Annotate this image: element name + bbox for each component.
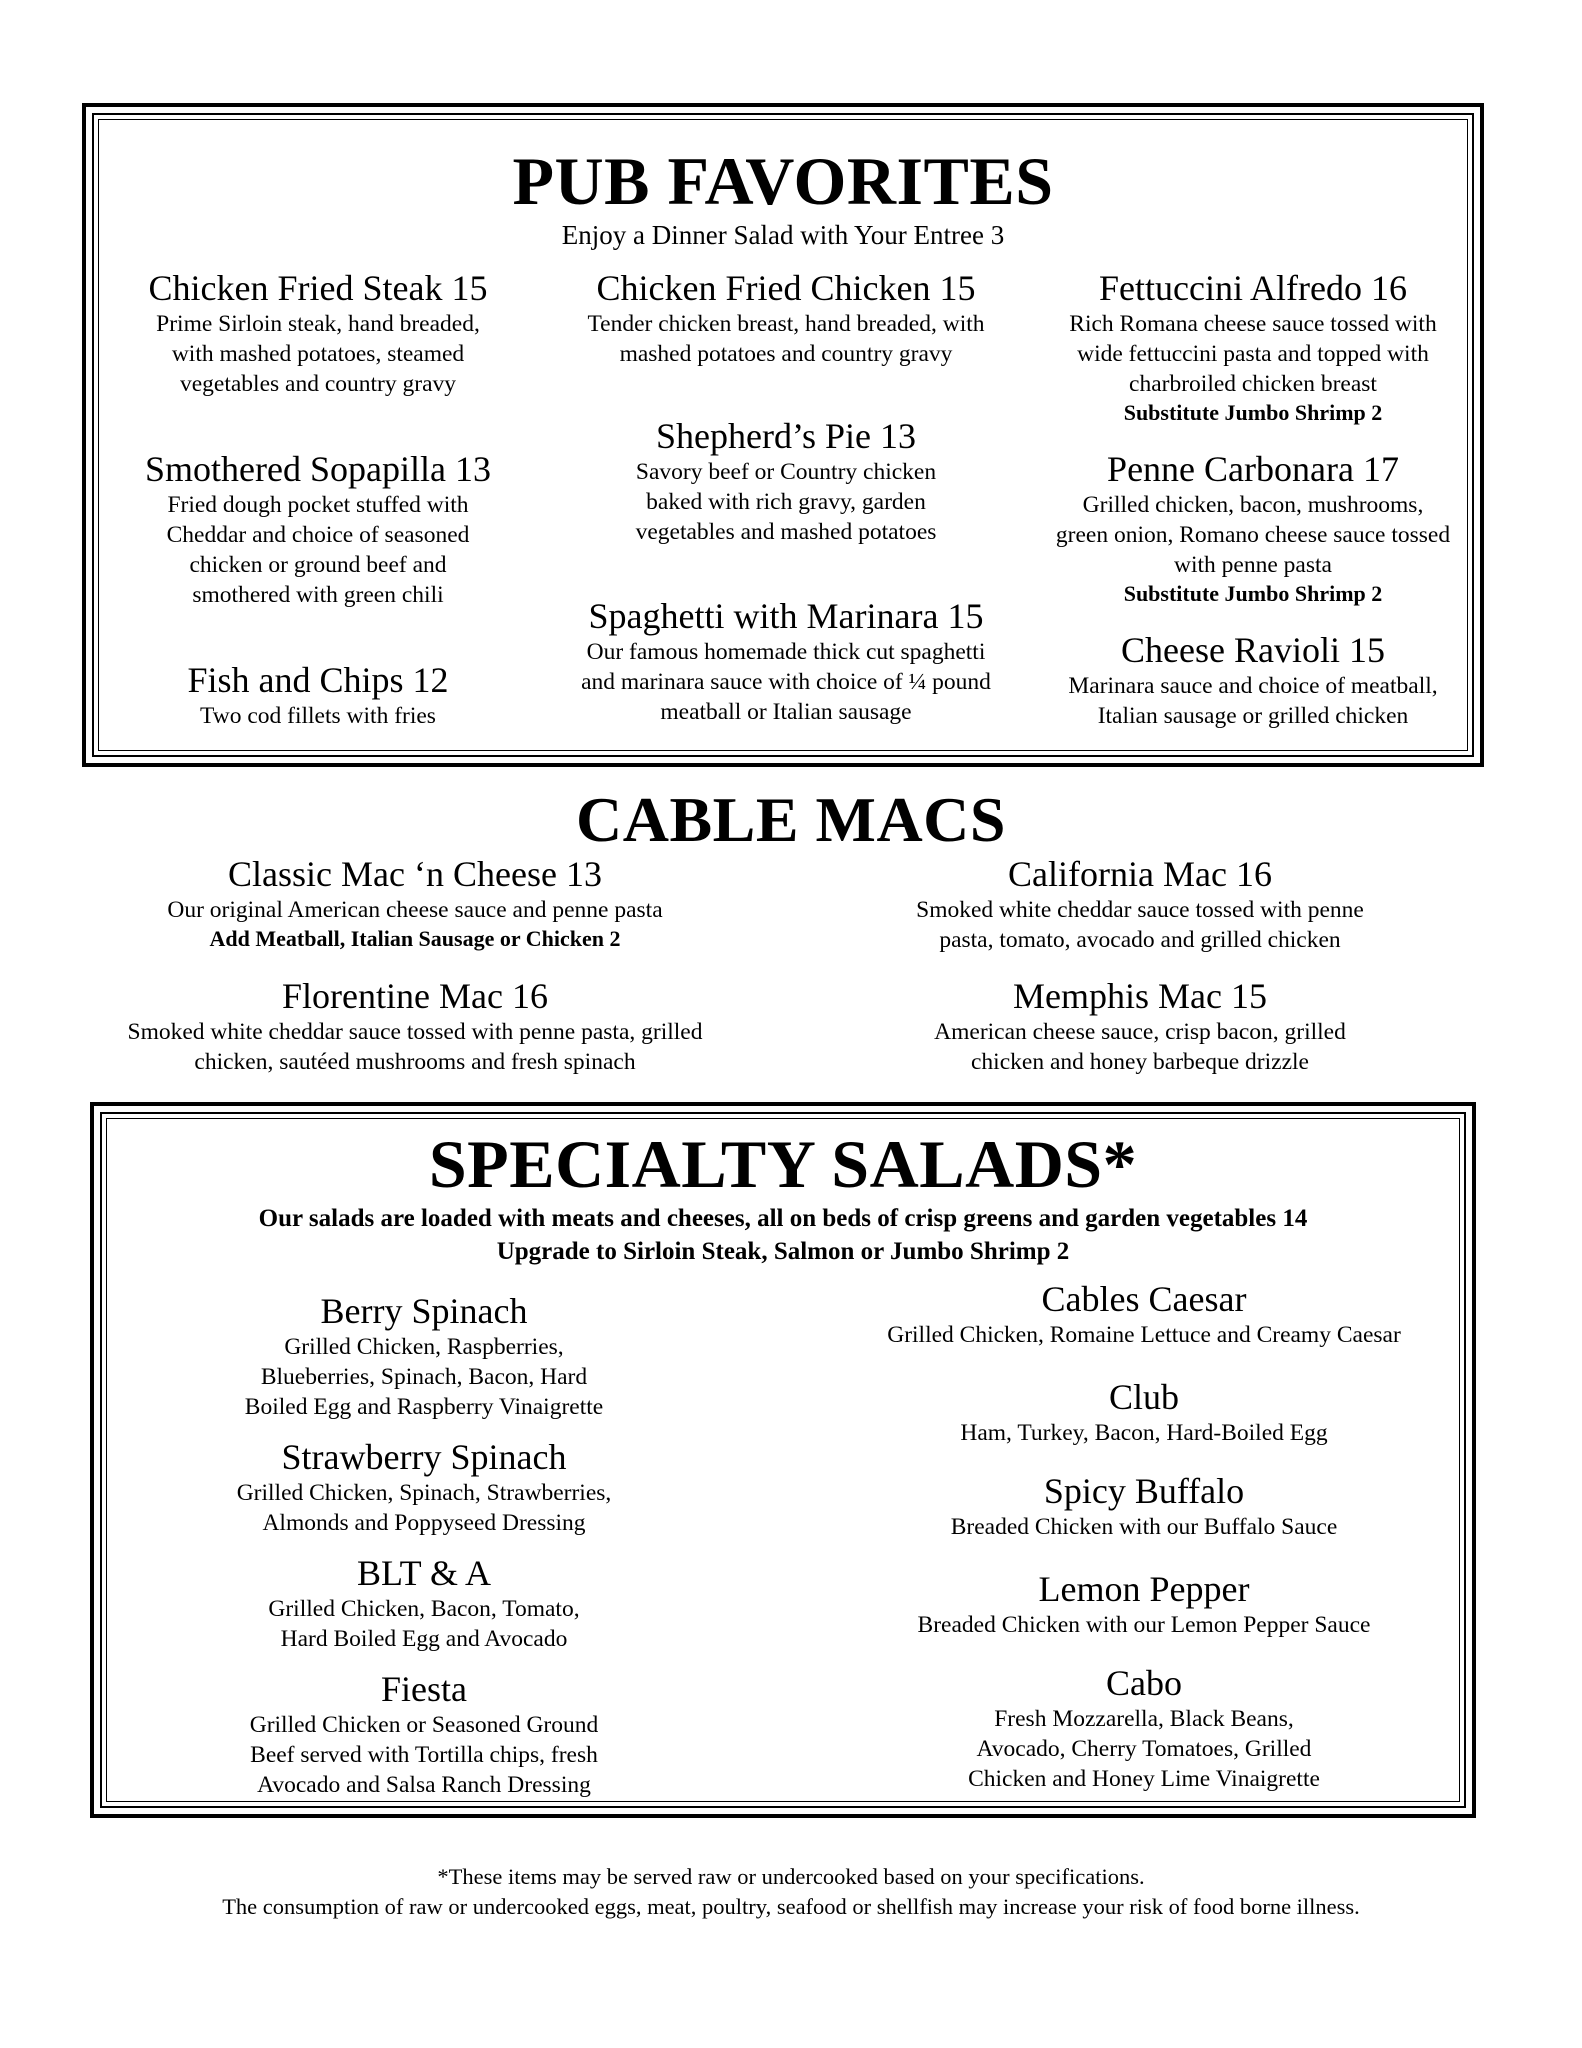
item-name: Spicy Buffalo (1043, 1471, 1245, 1511)
specialty-salads-frame (90, 1102, 1476, 1818)
salad-strawberry-spinach (214, 1438, 634, 1538)
specialty-salads-price-line: Our salads are loaded with meats and cheeses, all on beds of crisp greens and garden vegetables 14 (258, 1205, 1308, 1232)
salad-cabo (854, 1664, 1434, 1794)
item-name: Strawberry Spinach (281, 1437, 567, 1477)
item-name: Memphis Mac 15 (1013, 976, 1267, 1016)
item-description: Breaded Chicken with our Buffalo Sauce (950, 1513, 1338, 1540)
pub-favorites-frame (82, 103, 1484, 767)
item-description: Our famous homemade thick cut spaghetti and marinara sauce with choice of ¼ pound meatball or Italian sausage (581, 638, 991, 725)
item-addon: Add Meatball, Italian Sausage or Chicken 2 (209, 925, 621, 951)
item-description: Tender chicken breast, hand breaded, with mashed potatoes and country gravy (587, 310, 985, 367)
item-name: Cabo (1106, 1663, 1182, 1703)
salad-spicy-buffalo (854, 1472, 1434, 1542)
item-description: Breaded Chicken with our Lemon Pepper Sauce (917, 1611, 1371, 1638)
item-name: Classic Mac ‘n Cheese 13 (228, 854, 602, 894)
item-name: Cheese Ravioli 15 (1121, 630, 1385, 670)
menu-item-california-mac (890, 855, 1390, 955)
menu-item-chicken-fried-steak (128, 269, 508, 399)
item-description: Our original American cheese sauce and penne pasta (167, 896, 663, 923)
item-name: BLT & A (356, 1553, 492, 1593)
item-description: Two cod fillets with fries (200, 702, 436, 729)
item-name: Florentine Mac 16 (282, 976, 548, 1016)
specialty-salads-title: SPECIALTY SALADS* (428, 1126, 1138, 1202)
salad-blt-a (214, 1554, 634, 1654)
menu-item-classic-mac (120, 855, 710, 953)
menu-item-penne-carbonara (1054, 450, 1452, 608)
item-name: Shepherd’s Pie 13 (656, 416, 916, 456)
pub-favorites-title: PUB FAVORITES (512, 143, 1054, 219)
item-name: Penne Carbonara 17 (1107, 449, 1399, 489)
item-description: Grilled Chicken, Romaine Lettuce and Creamy Caesar (887, 1321, 1401, 1348)
item-description: American cheese sauce, crisp bacon, grilled chicken and honey barbeque drizzle (934, 1018, 1346, 1075)
menu-item-smothered-sopapilla (128, 450, 508, 610)
item-description: Grilled chicken, bacon, mushrooms, green onion, Romano cheese sauce tossed with penne pasta (1055, 491, 1451, 578)
item-addon: Substitute Jumbo Shrimp 2 (1123, 580, 1383, 606)
item-name: Chicken Fried Chicken 15 (596, 268, 976, 308)
item-addon: Substitute Jumbo Shrimp 2 (1123, 399, 1383, 425)
item-name: Fish and Chips 12 (187, 660, 449, 700)
item-description: Smoked white cheddar sauce tossed with penne pasta, grilled chicken, sautéed mushrooms and fresh spinach (127, 1018, 703, 1075)
disclaimer-line-1: *These items may be served raw or undercooked based on your specifications. (437, 1864, 1145, 1889)
item-name: Spaghetti with Marinara 15 (588, 596, 984, 636)
item-name: Cables Caesar (1041, 1279, 1247, 1319)
item-description: Smoked white cheddar sauce tossed with penne pasta, tomato, avocado and grilled chicken (916, 896, 1364, 953)
item-name: Smothered Sopapilla 13 (145, 449, 491, 489)
item-description: Ham, Turkey, Bacon, Hard-Boiled Egg (960, 1419, 1328, 1446)
item-name: Fettuccini Alfredo 16 (1099, 268, 1407, 308)
item-description: Fried dough pocket stuffed with Cheddar and choice of seasoned chicken or ground beef and smothered with green chili (166, 491, 470, 608)
item-name: Lemon Pepper (1038, 1569, 1250, 1609)
item-description: Prime Sirloin steak, hand breaded, with mashed potatoes, steamed vegetables and country gravy (156, 310, 480, 397)
salad-berry-spinach (214, 1292, 634, 1422)
item-description: Savory beef or Country chicken baked with rich gravy, garden vegetables and mashed potatoes (635, 458, 937, 545)
item-name: Club (1108, 1377, 1179, 1417)
menu-item-spaghetti-marinara (548, 597, 1024, 727)
menu-item-shepherds-pie (548, 417, 1024, 547)
salad-fiesta (214, 1670, 634, 1800)
menu-item-fish-and-chips (128, 661, 508, 731)
salad-club (854, 1378, 1434, 1448)
specialty-salads-upgrade-line: Upgrade to Sirloin Steak, Salmon or Jumbo Shrimp 2 (496, 1238, 1070, 1265)
item-description: Grilled Chicken or Seasoned Ground Beef served with Tortilla chips, fresh Avocado and Salsa Ranch Dressing (249, 1711, 599, 1798)
item-name: Chicken Fried Steak 15 (148, 268, 488, 308)
item-name: California Mac 16 (1008, 854, 1272, 894)
disclaimer-line-2: The consumption of raw or undercooked eggs, meat, poultry, seafood or shellfish may increase your risk of food borne illness. (222, 1894, 1360, 1919)
item-name: Berry Spinach (320, 1291, 528, 1331)
item-name: Fiesta (381, 1669, 467, 1709)
salad-lemon-pepper (854, 1570, 1434, 1640)
item-description: Marinara sauce and choice of meatball, Italian sausage or grilled chicken (1068, 672, 1438, 729)
item-description: Fresh Mozzarella, Black Beans, Avocado, Cherry Tomatoes, Grilled Chicken and Honey Lime Vinaigrette (968, 1705, 1320, 1792)
cable-macs-title: CABLE MACS (576, 784, 1006, 855)
item-description: Grilled Chicken, Bacon, Tomato, Hard Boiled Egg and Avocado (268, 1595, 580, 1652)
menu-item-florentine-mac (120, 977, 710, 1077)
salad-cables-caesar (854, 1280, 1434, 1350)
menu-item-fettuccini-alfredo (1054, 269, 1452, 427)
item-description: Grilled Chicken, Spinach, Strawberries, Almonds and Poppyseed Dressing (236, 1479, 612, 1536)
menu-item-cheese-ravioli (1034, 631, 1472, 731)
pub-favorites-subtitle: Enjoy a Dinner Salad with Your Entree 3 (561, 220, 1005, 250)
menu-item-memphis-mac (890, 977, 1390, 1077)
menu-item-chicken-fried-chicken (548, 269, 1024, 369)
item-description: Grilled Chicken, Raspberries, Blueberries, Spinach, Bacon, Hard Boiled Egg and Raspberry Vinaigrette (244, 1333, 604, 1420)
item-description: Rich Romana cheese sauce tossed with wide fettuccini pasta and topped with charbroiled chicken breast (1069, 310, 1437, 397)
